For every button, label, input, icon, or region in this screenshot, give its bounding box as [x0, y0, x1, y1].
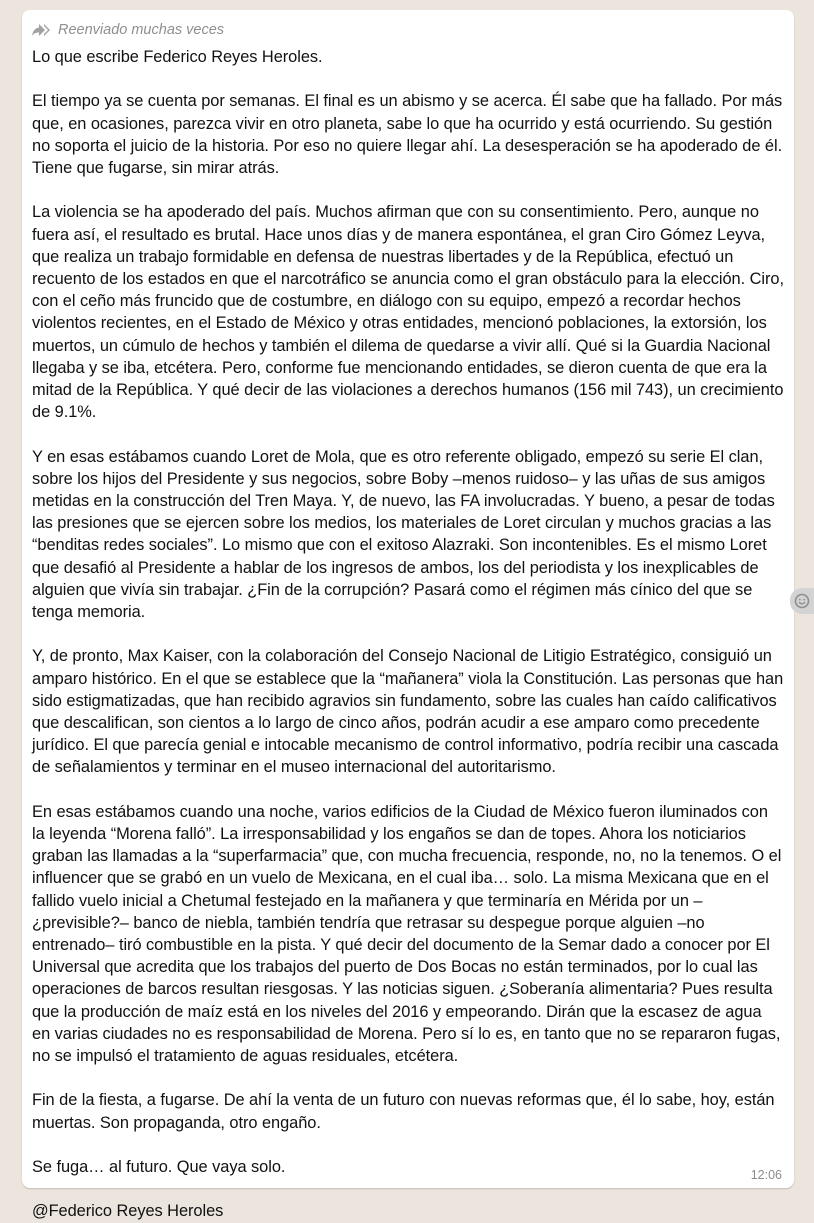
reaction-smiley-icon	[794, 593, 810, 609]
message-paragraph: Lo que escribe Federico Reyes Heroles.	[32, 48, 323, 66]
message-signature: @Federico Reyes Heroles	[32, 1202, 224, 1221]
forwarded-header	[32, 18, 784, 42]
message-paragraph: Fin de la fiesta, a fugarse. De ahí la venta de un futuro con nuevas reformas que, él lo sabe, hoy, están muertas. Son propaganda, otro engaño.	[32, 1091, 775, 1132]
message-paragraph: En esas estábamos cuando una noche, varios edificios de la Ciudad de México fueron iluminados con la leyenda “Morena falló”. La irresponsabilidad y los engaños se dan de topes. Ahora los noticiarios graban las llamadas a la “superfarmacia” que, con mucha frecuencia, responde, no, no la tenemos. O el influencer que se grabó en un vuelo de Mexicana, en el cual iba… solo. La misma Mexicana que en el fallido vuelo inicial a Chetumal festejado en la mañanera y que terminaría en Mérida por un –¿previsible?– banco de niebla, también tendría que retrasar su despegue porque alguien –no entrenado– tiró combustible en la pista. Y qué decir del documento de la Semar dado a conocer por El Universal que acredita que los trabajos del puerto de Dos Bocas no están terminados, por lo cual las operaciones de barcos resultan riesgosas. Y las noticias siguen. ¿Soberanía alimentaria? Pues resulta que la producción de maíz está en los niveles del 2016 y empeorando. Dirán que la escasez de agua en varias ciudades no es responsabilidad de Morena. Pero sí lo es, en tanto que no se repararon fugas, no se impulsó el tratamiento de aguas residuales, etcétera.	[32, 802, 782, 1066]
message-paragraph: El tiempo ya se cuenta por semanas. El final es un abismo y se acerca. Él sabe que ha fallado. Por más que, en ocasiones, parezca vivir en otro planeta, sabe lo que ha ocurrido y está ocurriendo. Su gestión no soporta el juicio de la historia. Por eso no quiere llegar ahí. La desesperación se ha apoderado de él. Tiene que fugarse, sin mirar atrás.	[32, 92, 783, 177]
message-timestamp: 12:06	[750, 1168, 782, 1182]
message-paragraph: Se fuga… al futuro. Que vaya solo.	[32, 1158, 286, 1177]
reaction-button[interactable]	[790, 588, 814, 614]
message-paragraph: La violencia se ha apoderado del país. Muchos afirman que con su consentimiento. Pero, aunque no fuera así, el resultado es brutal. Hace unos días y de manera espontánea, el gran Ciro Gómez Leyva, que realiza un trabajo formidable en defensa de nuestras libertades y de la República, efectuó un recuento de los estados en que el narcotráfico se anuncia como el gran obstáculo para la elección. Ciro, con el ceño más fruncido que de costumbre, en diálogo con su equipo, empezó a recordar hechos violentos recientes, en el Estado de México y otras entidades, mencionó poblaciones, la extorsión, los muertos, un cúmulo de hechos y también el dilema de quedarse a vivir allí. Qué si la Guardia Nacional llegaba y se iba, etcétera. Pero, conforme fue mencionando entidades, se dieron cuenta de que era la mitad de la República. Y qué decir de las violaciones a derechos humanos (156 mil 743), un crecimiento de 9.1%.	[32, 203, 784, 422]
double-forward-arrow-icon	[32, 23, 52, 37]
forwarded-label: Reenviado muchas veces	[58, 22, 225, 38]
forwarded-message-bubble[interactable]	[22, 10, 794, 1221]
message-paragraph: Y, de pronto, Max Kaiser, con la colaboración del Consejo Nacional de Litigio Estratégico, consiguió un amparo histórico. En el que se establece que la “mañanera” viola la Constitución. Las personas que han sido estigmatizadas, que han recibido agravios sin fundamento, sobre las cuales han caído calificativos que descalifican, son cientos a lo largo de cinco años, podrán acudir a ese amparo como precedente jurídico. El que parecía genial e intocable mecanismo de control informativo, podría recibir una cascada de señalamientos y terminar en el museo internacional del autoritarismo.	[32, 647, 784, 777]
message-body	[32, 46, 784, 1223]
message-paragraph: Y en esas estábamos cuando Loret de Mola, que es otro referente obligado, empezó su serie El clan, sobre los hijos del Presidente y sus negocios, sobre Boby –menos ruidoso– y las uñas de sus amigos metidas en la construcción del Tren Maya. Y, de nuevo, las FA involucradas. Y bueno, a pesar de todas las presiones que se ejercen sobre los medios, los materiales de Loret circulan y muchos gracias a las “benditas redes sociales”. Lo mismo que con el exitoso Alazraki. Son incontenibles. Es el mismo Loret que desafió al Presidente a hablar de los ingresos de ambos, los del periodista y los inexplicables de alguien que vivía sin trabajar. ¿Fin de la corrupción? Pasará como el régimen más cínico del que se tenga memoria.	[32, 447, 775, 622]
